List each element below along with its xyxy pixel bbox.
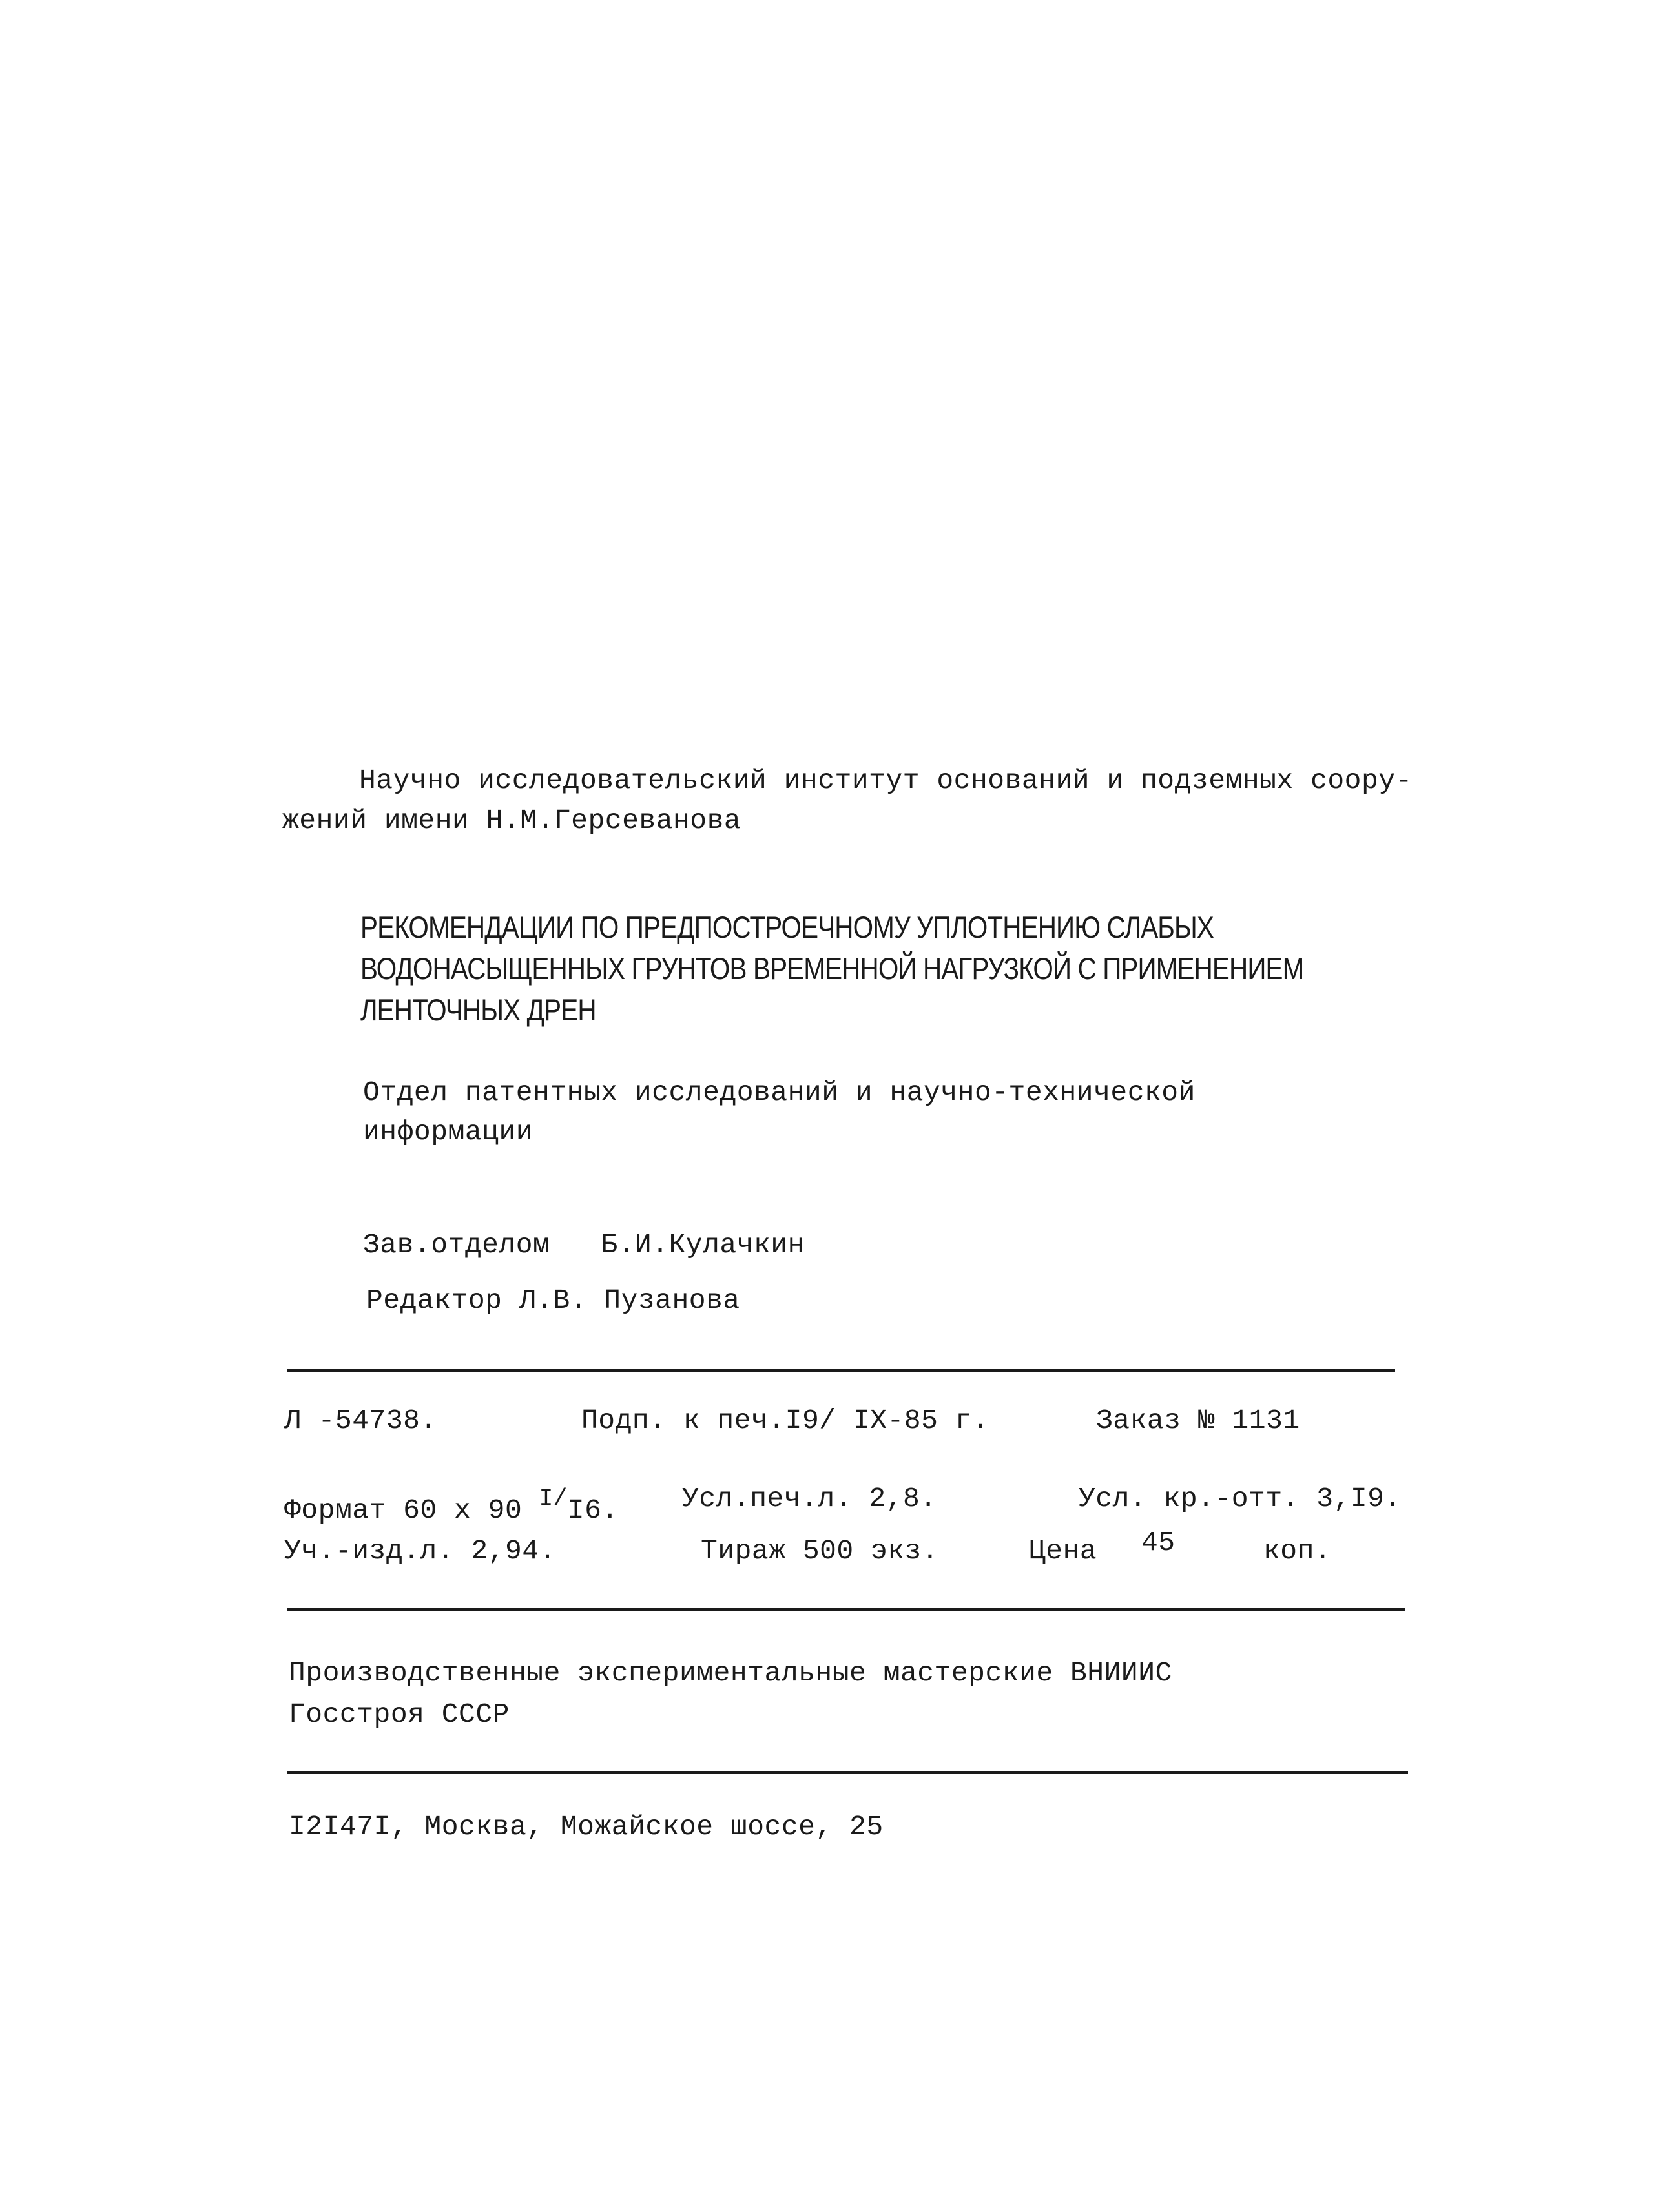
printer-line-1: Производственные экспериментальные мастерские ВНИИИС (289, 1657, 1172, 1689)
printed-sheets: Усл.печ.л. 2,8. (682, 1483, 937, 1514)
editor: Редактор Л.В. Пузанова (366, 1285, 740, 1316)
format-fraction-numerator: I/ (539, 1485, 568, 1512)
color-prints: Усл. кр.-отт. 3,I9. (1079, 1483, 1402, 1514)
institute-line-1: Научно исследовательский институт оснований и подземных соору- (359, 765, 1413, 796)
signed-to-print: Подп. к печ.I9/ IX-85 г. (581, 1405, 989, 1436)
license-number: Л -54738. (284, 1405, 437, 1436)
department-line-1: Отдел патентных исследований и научно-технической (363, 1077, 1196, 1108)
format-prefix: Формат 60 х 90 (284, 1494, 523, 1526)
order-number: Заказ № 1131 (1096, 1405, 1300, 1436)
divider-1 (287, 1369, 1395, 1372)
price-label: Цена (1029, 1535, 1097, 1567)
printer-line-2: Госстроя СССР (289, 1699, 510, 1730)
divider-3 (287, 1771, 1408, 1774)
format-fraction-denominator: I6. (567, 1494, 619, 1526)
department-line-2: информации (363, 1116, 533, 1148)
institute-line-2: жений имени Н.М.Герсеванова (282, 805, 741, 836)
document-title-line-2: ВОДОНАСЫЩЕННЫХ ГРУНТОВ ВРЕМЕННОЙ НАГРУЗКОЙ С ПРИМЕНЕНИЕМ (360, 951, 1304, 986)
circulation: Тираж 500 экз. (701, 1535, 939, 1567)
divider-2 (287, 1608, 1405, 1611)
publisher-sheets: Уч.-изд.л. 2,94. (284, 1535, 556, 1567)
format (284, 1479, 619, 1531)
document-title-line-3: ЛЕНТОЧНЫХ ДРЕН (360, 993, 596, 1027)
document-title-line-1: РЕКОМЕНДАЦИИ ПО ПРЕДПОСТРОЕЧНОМУ УПЛОТНЕНИЮ СЛАБЫХ (360, 910, 1214, 944)
department-head: Зав.отделом Б.И.Кулачкин (363, 1229, 805, 1261)
price-value: 45 (1141, 1527, 1176, 1558)
address: I2I47I, Москва, Можайское шоссе, 25 (289, 1811, 884, 1843)
price-unit: коп. (1263, 1535, 1332, 1567)
